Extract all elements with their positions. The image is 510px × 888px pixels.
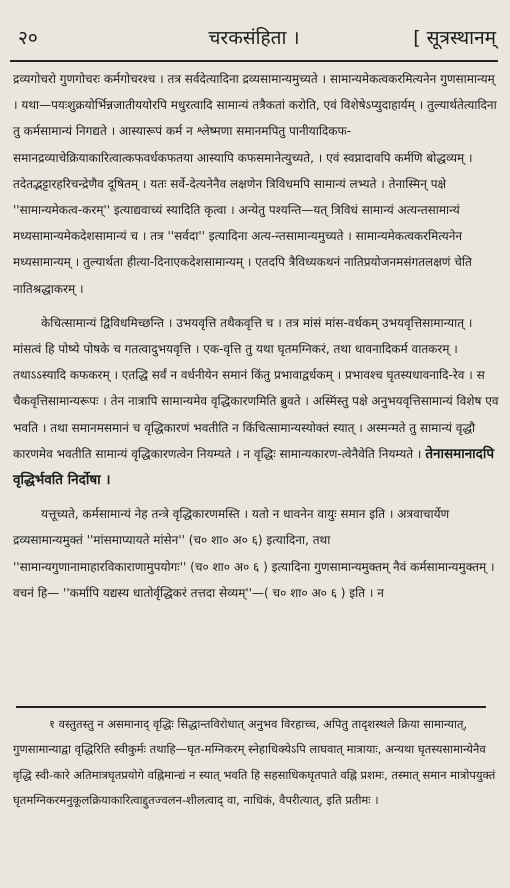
footnote-text: १ वस्तुतस्तु न असमानाद् वृद्धिः सिद्धान्तविरोधात् अनुभव विरहाच्च, अपितु तादृशस्थले क्रिया सामान्यात्, गुणसामान्याद्वा वृद्धिरिति स्वीकुर्मः तथाहि—घृत-मग्निकरम् स्नेहाधिक्येऽपि लाघवात् मात्रायाः, अन्यथा घृतस्यसामान्येनैव वृद्धि स्वी-कारे अतिमात्रघृतप्रयोगे वह्निमान्द्यं न स्यात् भवति हि सहसाधिकघृतपाते वह्नि प्रशमः, तस्मात् समान मात्रोपयुक्तं घृतमग्निकरमनुकूलक्रियाकारित्वाद्दुतज्वलन-शीलत्वाद् वा, नाधिकं, वैपरीत्यात्, इति प्रतीमः । — [13, 717, 496, 807]
footnote — [13, 712, 500, 813]
page-header — [10, 18, 498, 58]
main-text — [13, 66, 500, 606]
running-title: चरकसंहिता । — [208, 27, 300, 49]
paragraph-3: यत्तूच्यते, कर्मसामान्यं नेह तन्त्रे वृद्धिकारणमस्ति । यतो न धावनेन वायुः समान इति । अत्रवाचार्येण द्रव्यसामान्यमुक्तं ''मांसमाप्यायते मांसेन'' (च० शा० अ० ६) इत्यादिना, तथा ''सामान्यगुणानामाहारविकाराणामुपयोगः'' (च० शा० अ० ६ ) इत्यादिना गुणसामान्यमुक्तम् नैवं कर्मसामान्यमुक्तम् । वचनं हि— ''कर्मापि यद्यस्य धातोर्वृद्धिकरं तत्तदा सेव्यम्''—( च० शा० अ० ६ ) इति । न — [13, 507, 495, 600]
footnote-rule — [16, 706, 486, 708]
page-number: २० — [18, 27, 38, 49]
paragraph-2-bold-conclusion: तेनासमानादपि वृद्धिर्भवति निर्दोषा । — [13, 445, 495, 489]
header-rule — [10, 60, 498, 62]
paragraph-1: द्रव्यगोचरो गुणगोचरः कर्मगोचरश्च । तत्र सर्वदेत्यादिना द्रव्यसामान्यमुच्यते । सामान्यमेकत्वकरमित्यनेन गुणसामान्यम् । यथा—पयःशुक्रयोर्भिन्नजातीययोरपि मधुरत्वादि सामान्यं तत्रैकतां करोति, एवं विशेषेऽप्युदाहार्यम् । तुल्यार्थतेत्यादिना तु कर्मसामान्यं निगद्यते । आस्यारूपं कर्म न श्लेष्मणा समानमपितु पानीयादिकफ-समानद्रव्याचेक्रियाकारित्वात्कफवर्धकफतया आस्यापि कफसमानेत्युच्यते, । एवं स्वप्नादावपि कर्मणि बोद्धव्यम् । तदेतद्भट्टारहरिचन्द्रेणैव दूषितम् । यतः सर्वे-देत्यनेनैव लक्षणेन त्रिविधमपि सामान्यं लभ्यते । तेनास्मिन् पक्षे ''सामान्यमेकत्व-करम्'' इत्याद्यवाच्यं स्यादिति कृत्वा । अन्येतु पश्यन्ति—यत् त्रिविधं सामान्यं अत्यन्तसामान्यं मध्यसामान्यमेकदेशसामान्यं च । तत्र ''सर्वदा'' इत्यादिना अत्य-न्तसामान्यमुच्यते । सामान्यमेकत्वकरमित्यनेन मध्यसामान्यम् । तुल्यार्थता हीत्या-दिनाएकदेशसामान्यम् । एतदपि त्रैविध्यकथनं नातिप्रयोजनमसंगतलक्षणं चेति नातिश्रद्धाकरम् । — [13, 72, 497, 296]
section-title: [ सूत्रस्थानम् — [413, 27, 496, 49]
paragraph-2-text: केचित्सामान्यं द्विविधमिच्छन्ति । उभयवृत्ति तथैकवृत्ति च । तत्र मांसं मांस-वर्धकम् उभयवृत्तिसामान्यात् । मांसत्वं हि पोष्ये पोषके च गतत्वादुभयवृत्ति । एक-वृत्ति तु यथा घृतमग्निकरं, तथा धावनादिकर्म वातकरम् । तथाऽऽस्यादि कफकरम् । एतद्धि सर्वं न वर्धनीयेन समानं किंतु प्रभावाद्वर्धकम् । प्रभावश्च घृतस्यधावनादि-रेव । स चैकवृत्तिसामान्यरूपः । तेन नात्रापि सामान्यमेव वृद्धिकारणमिति ब्रुवते । अस्मिंस्तु पक्षे अनुभयवृत्तिसामान्यं विशेष एव भवति । तथा समानमसमानं च वृद्धिकारणं भवतीति न किंचित्सामान्यस्योक्तं स्यात् । अस्मन्मते तु सामान्यं वृद्धौ कारणमेव भवतीति सामान्यं वृद्धिकारणत्वेन नियम्यते । न वृद्धिः सामान्यकारण-त्वेनैवेति नियम्यते । — [13, 315, 499, 461]
paragraph-2 — [13, 310, 500, 493]
